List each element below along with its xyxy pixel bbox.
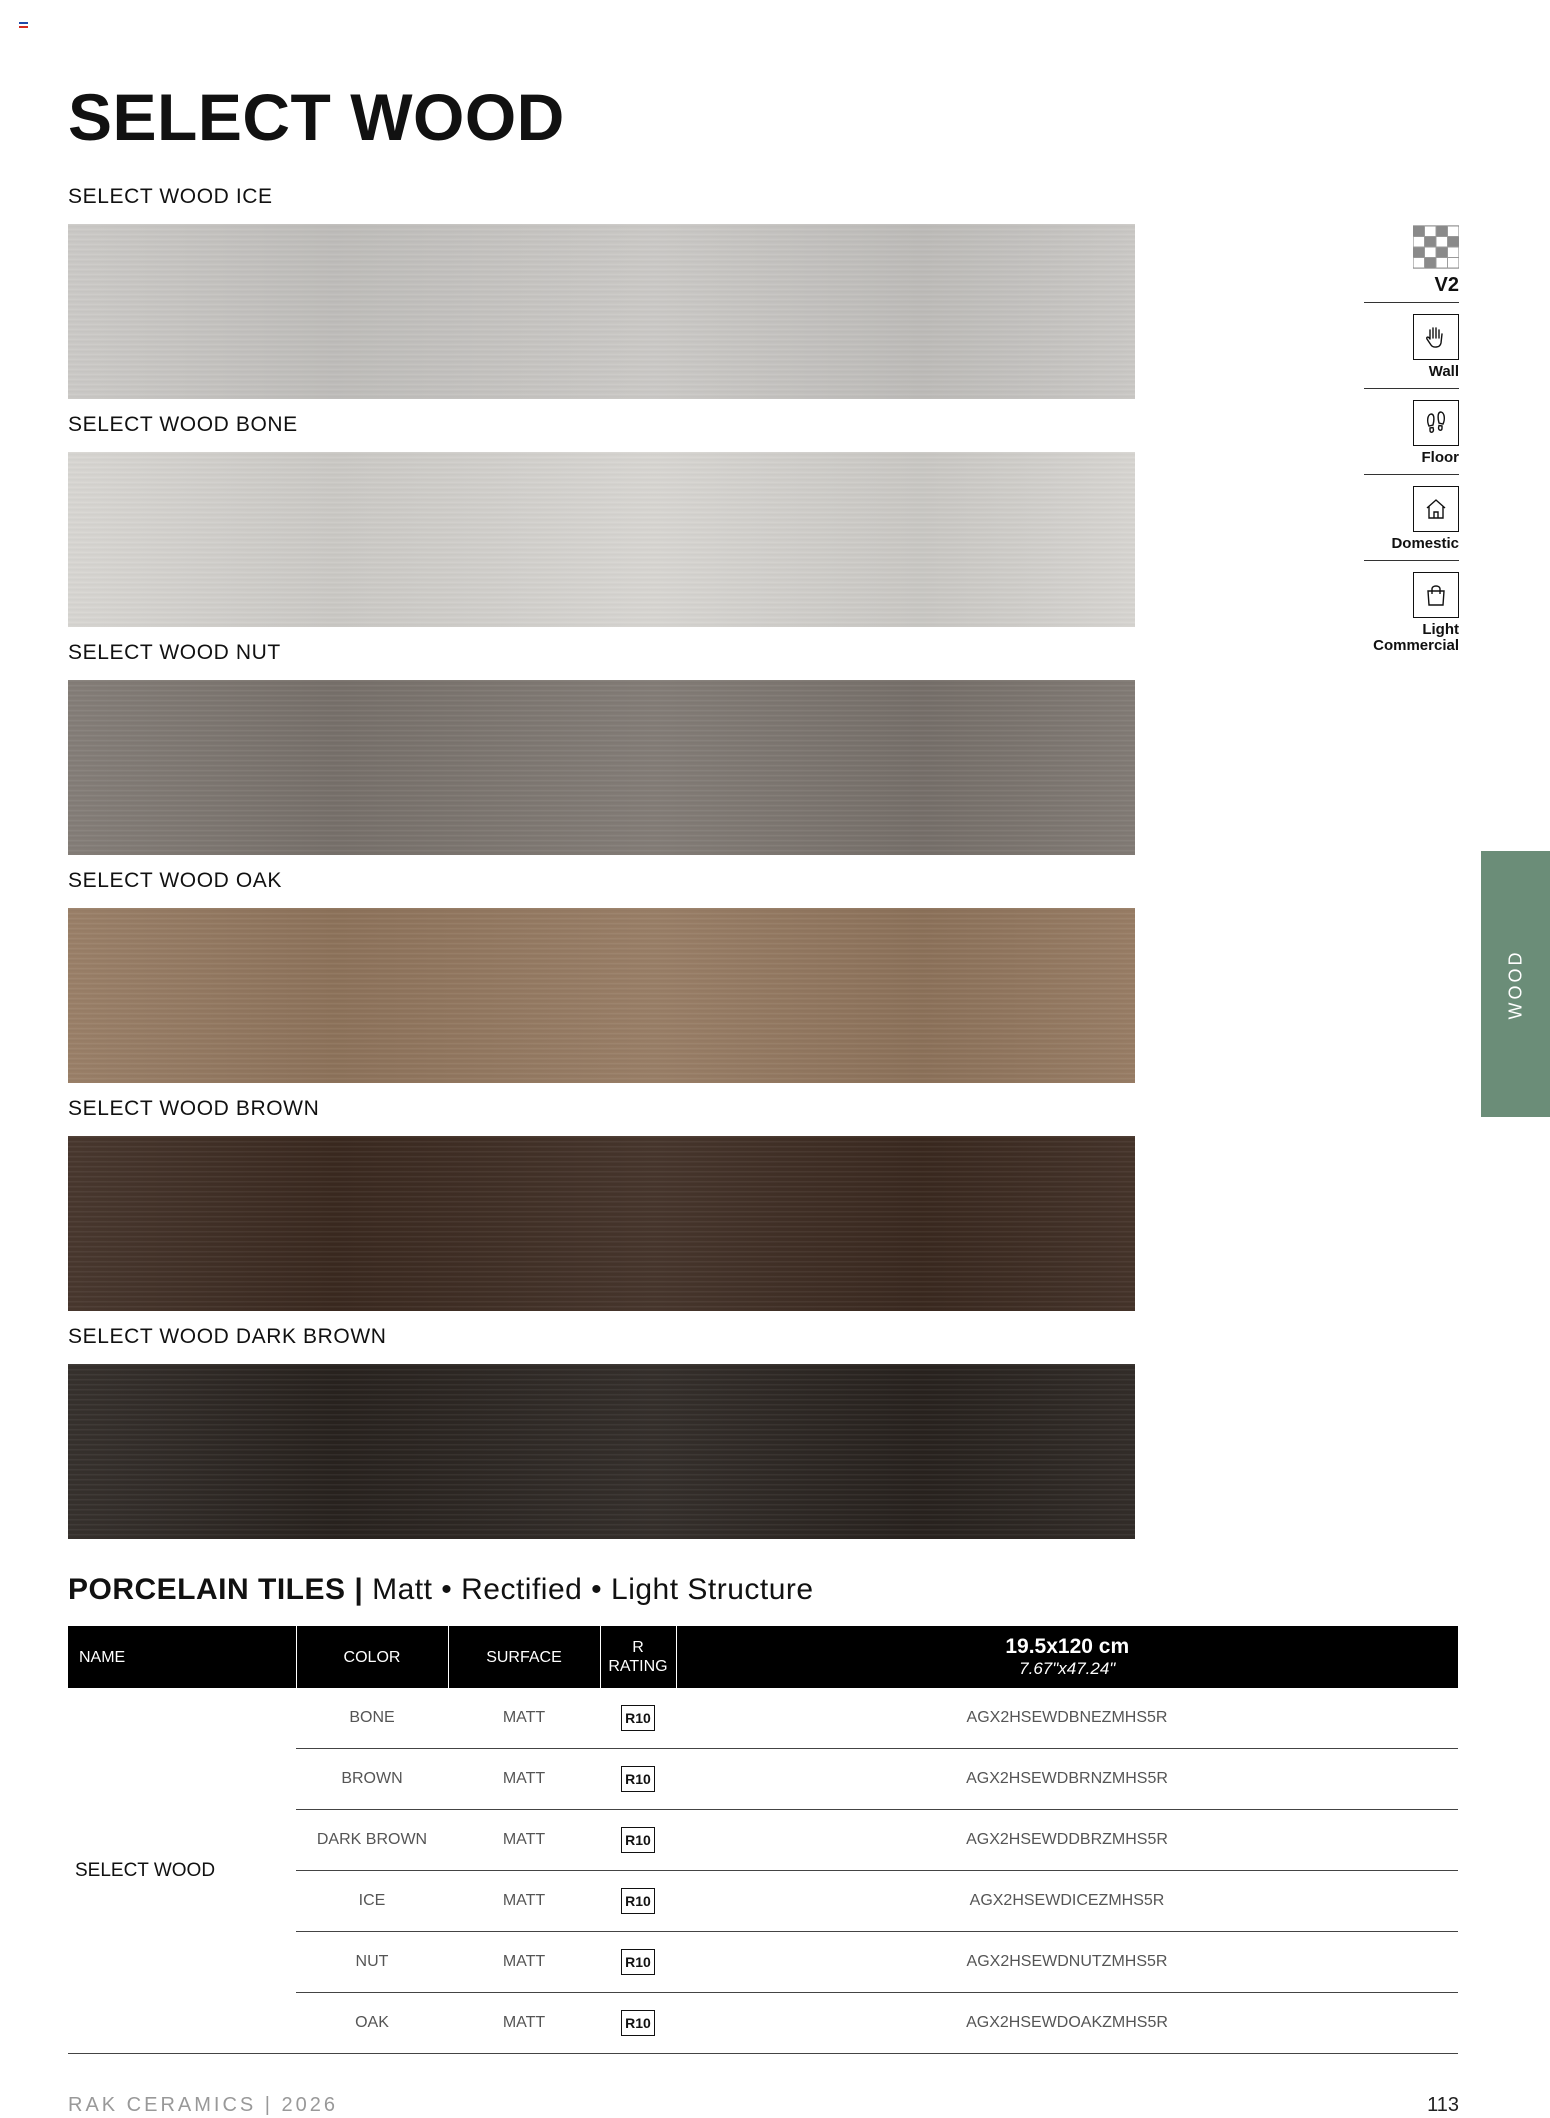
footer-brand: RAK CERAMICS | 2026 bbox=[68, 2094, 339, 2116]
usage-domestic bbox=[1364, 475, 1459, 561]
light-commercial-label bbox=[1373, 622, 1459, 654]
tile-label-oak: SELECT WOOD OAK bbox=[68, 869, 282, 892]
v2-label: V2 bbox=[1434, 274, 1459, 296]
shopping-bag-icon bbox=[1413, 572, 1459, 618]
usage-wall bbox=[1364, 303, 1459, 389]
row-surface: MATT bbox=[448, 1688, 600, 1749]
header-size bbox=[676, 1626, 1458, 1688]
section-heading bbox=[68, 1572, 814, 1608]
rating-badge: R10 bbox=[621, 2010, 655, 2036]
row-surface: MATT bbox=[448, 1932, 600, 1993]
tile-label-dark-brown: SELECT WOOD DARK BROWN bbox=[68, 1325, 387, 1348]
row-color: DARK BROWN bbox=[296, 1810, 448, 1871]
tile-swatch-bone bbox=[68, 452, 1135, 627]
row-code: AGX2HSEWDDBRZMHS5R bbox=[676, 1810, 1458, 1871]
spec-table bbox=[68, 1626, 1458, 2054]
rating-badge: R10 bbox=[621, 1949, 655, 1975]
row-code: AGX2HSEWDNUTZMHS5R bbox=[676, 1932, 1458, 1993]
row-rating bbox=[600, 1871, 676, 1932]
header-r-line2: RATING bbox=[608, 1658, 668, 1675]
domestic-label: Domestic bbox=[1391, 535, 1459, 552]
tile-swatch-dark-brown bbox=[68, 1364, 1135, 1539]
header-r-line1: R bbox=[632, 1639, 644, 1656]
wall-label: Wall bbox=[1428, 363, 1459, 380]
header-size-main: 19.5x120 cm bbox=[1005, 1635, 1130, 1658]
flag-icon bbox=[19, 22, 28, 28]
rating-badge: R10 bbox=[621, 1827, 655, 1853]
side-tab-label: WOOD bbox=[1505, 949, 1525, 1019]
row-color: BONE bbox=[296, 1688, 448, 1749]
rating-badge: R10 bbox=[621, 1705, 655, 1731]
usage-v2 bbox=[1364, 222, 1459, 303]
row-code: AGX2HSEWDBRNZMHS5R bbox=[676, 1749, 1458, 1810]
row-code: AGX2HSEWDICEZMHS5R bbox=[676, 1871, 1458, 1932]
tile-label-ice: SELECT WOOD ICE bbox=[68, 185, 273, 208]
row-color: NUT bbox=[296, 1932, 448, 1993]
header-color: COLOR bbox=[296, 1626, 448, 1688]
page-title: SELECT WOOD bbox=[68, 80, 565, 154]
header-surface: SURFACE bbox=[448, 1626, 600, 1688]
tile-swatch-brown bbox=[68, 1136, 1135, 1311]
row-code: AGX2HSEWDBNEZMHS5R bbox=[676, 1688, 1458, 1749]
tile-swatch-ice bbox=[68, 224, 1135, 399]
variation-grid-icon bbox=[1413, 224, 1459, 270]
usage-floor bbox=[1364, 389, 1459, 475]
usage-icons bbox=[1364, 222, 1459, 657]
section-heading-light: Matt • Rectified • Light Structure bbox=[372, 1573, 814, 1606]
page-number: 113 bbox=[1427, 2094, 1459, 2116]
row-surface: MATT bbox=[448, 1749, 600, 1810]
floor-label: Floor bbox=[1421, 449, 1459, 466]
light-commercial-line1: Light bbox=[1422, 621, 1459, 638]
row-color: BROWN bbox=[296, 1749, 448, 1810]
rating-badge: R10 bbox=[621, 1766, 655, 1792]
product-name-cell: SELECT WOOD bbox=[68, 1688, 296, 2054]
tile-label-bone: SELECT WOOD BONE bbox=[68, 413, 298, 436]
table-row bbox=[68, 1688, 1458, 1749]
section-heading-strong: PORCELAIN TILES | bbox=[68, 1573, 364, 1606]
tile-label-brown: SELECT WOOD BROWN bbox=[68, 1097, 320, 1120]
row-rating bbox=[600, 1749, 676, 1810]
header-r-rating bbox=[600, 1626, 676, 1688]
row-surface: MATT bbox=[448, 1810, 600, 1871]
table-header-row bbox=[68, 1626, 1458, 1688]
section-side-tab bbox=[1481, 851, 1550, 1117]
house-icon bbox=[1413, 486, 1459, 532]
row-code: AGX2HSEWDOAKZMHS5R bbox=[676, 1993, 1458, 2054]
header-name: NAME bbox=[68, 1626, 296, 1688]
row-color: ICE bbox=[296, 1871, 448, 1932]
header-size-sub: 7.67"x47.24" bbox=[1019, 1659, 1116, 1678]
row-surface: MATT bbox=[448, 1993, 600, 2054]
hand-icon bbox=[1413, 314, 1459, 360]
rating-badge: R10 bbox=[621, 1888, 655, 1914]
row-rating bbox=[600, 1688, 676, 1749]
usage-light-commercial bbox=[1364, 561, 1459, 657]
row-rating bbox=[600, 1810, 676, 1871]
row-rating bbox=[600, 1932, 676, 1993]
light-commercial-line2: Commercial bbox=[1373, 637, 1459, 654]
row-surface: MATT bbox=[448, 1871, 600, 1932]
tile-swatch-oak bbox=[68, 908, 1135, 1083]
row-rating bbox=[600, 1993, 676, 2054]
tile-swatch-nut bbox=[68, 680, 1135, 855]
tile-label-nut: SELECT WOOD NUT bbox=[68, 641, 281, 664]
row-color: OAK bbox=[296, 1993, 448, 2054]
footprints-icon bbox=[1413, 400, 1459, 446]
